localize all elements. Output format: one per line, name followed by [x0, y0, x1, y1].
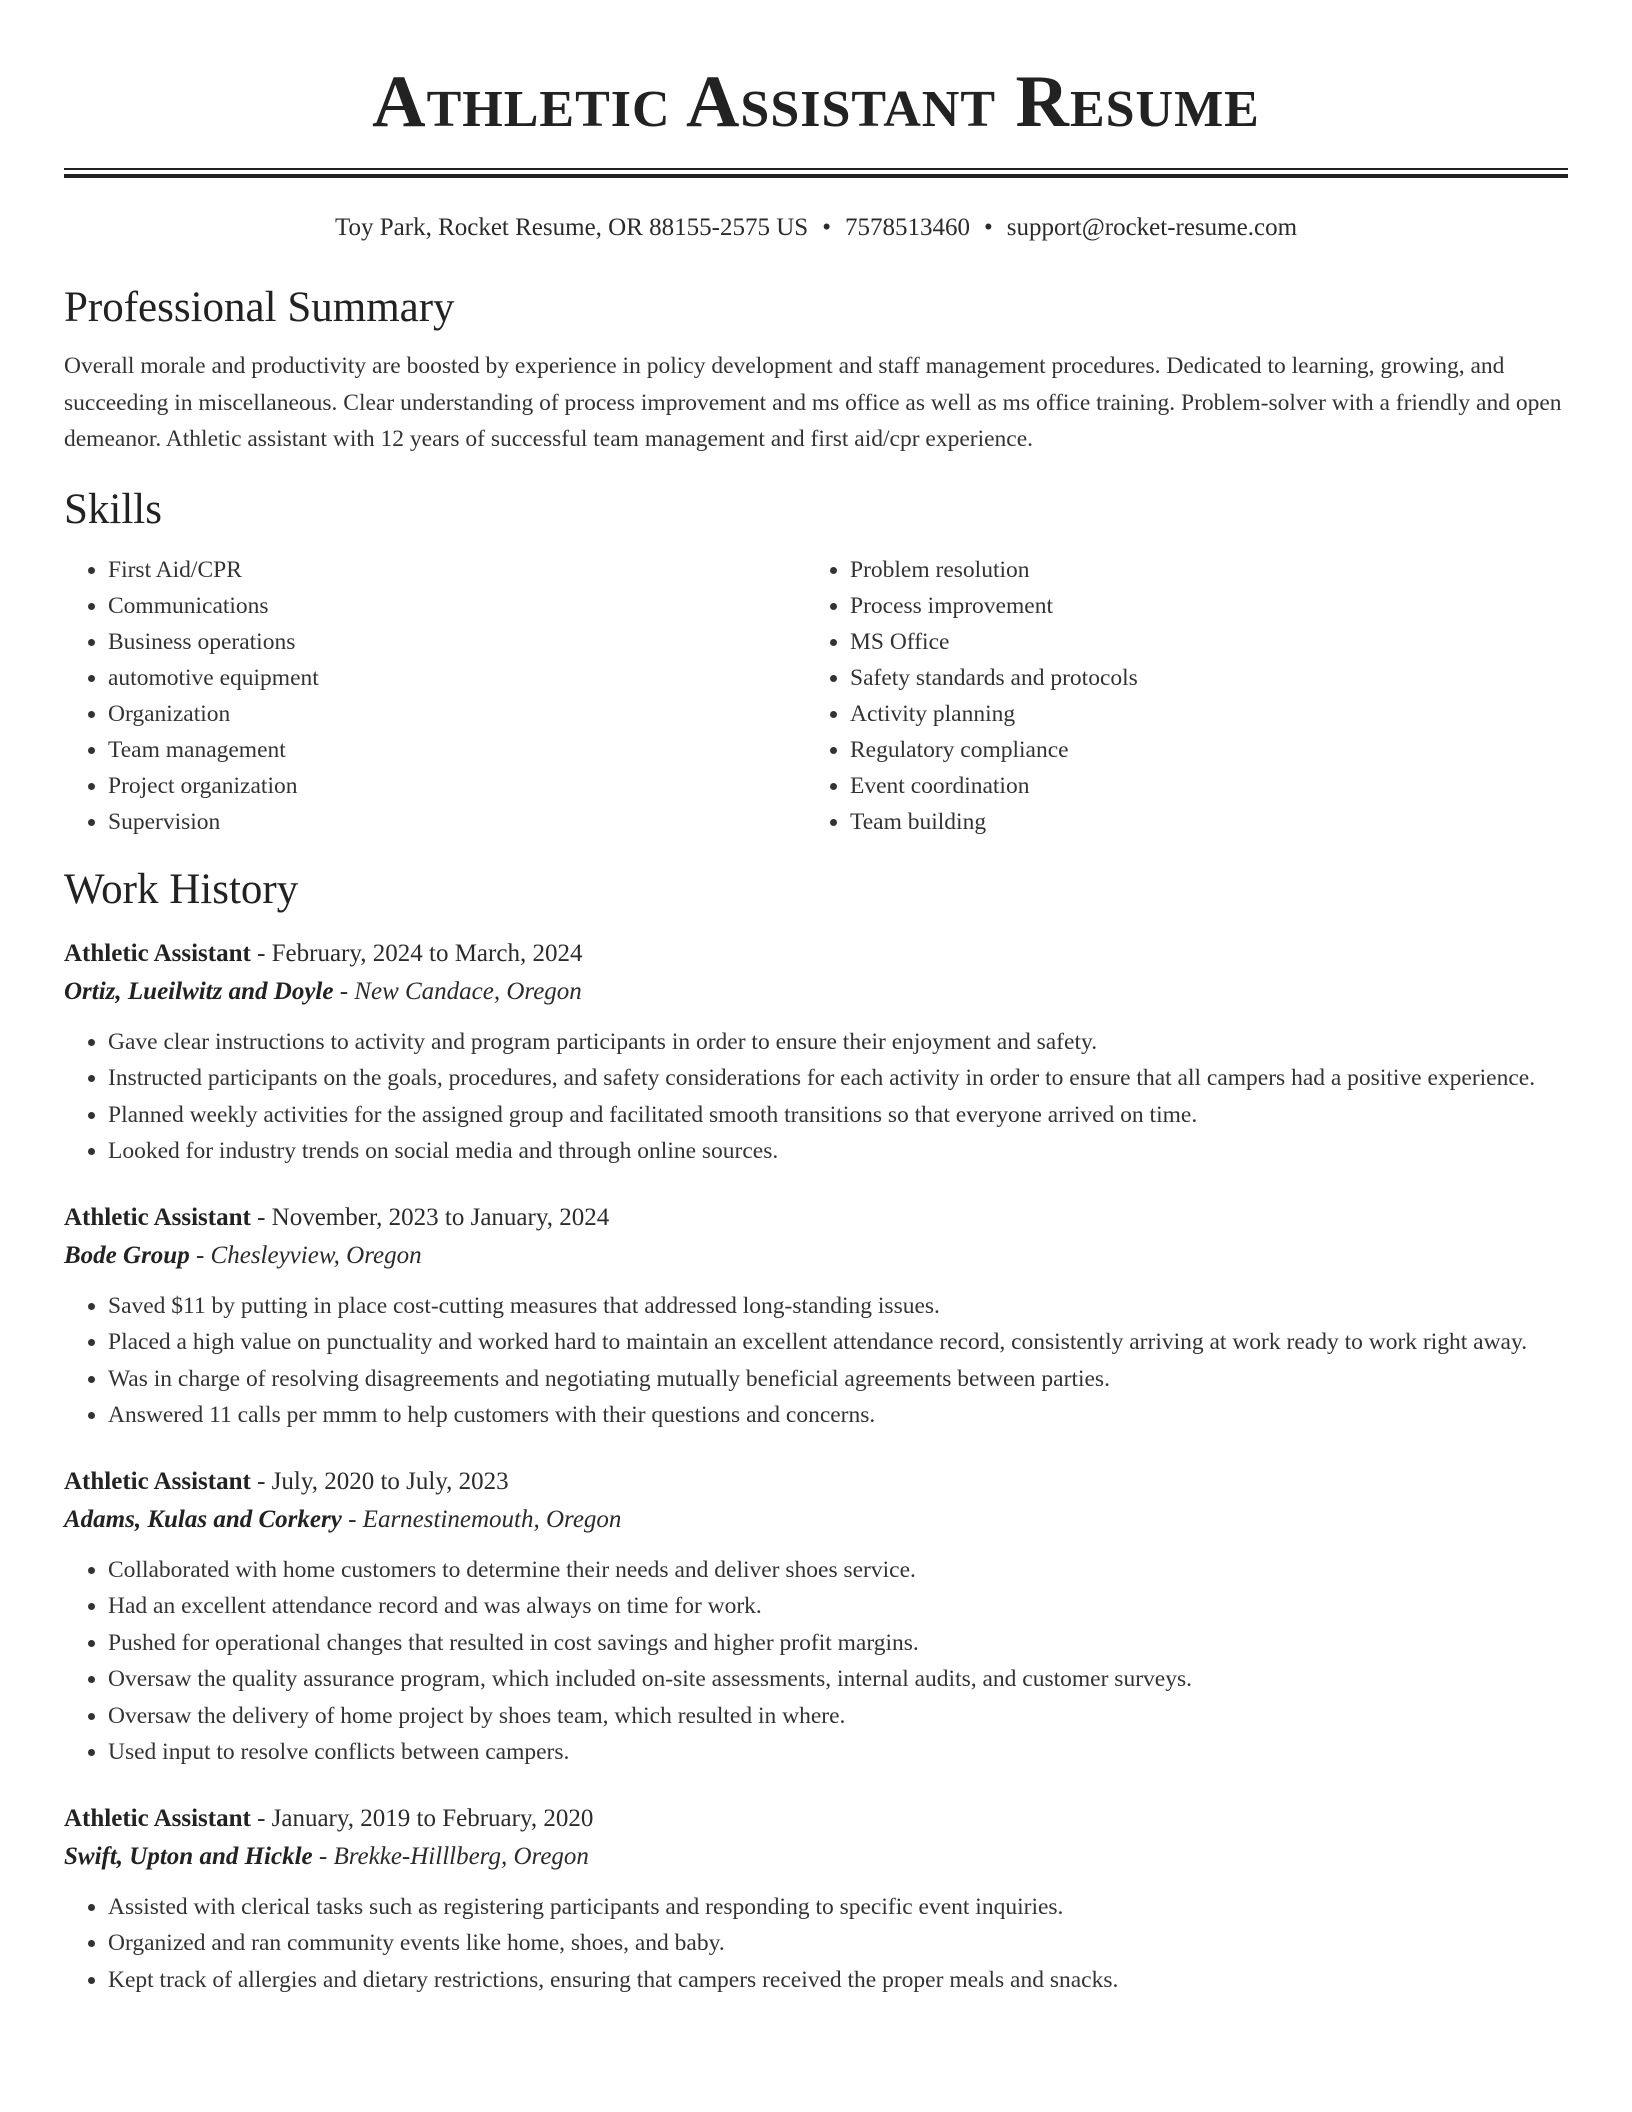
job-location: - New Candace, Oregon: [339, 977, 582, 1005]
skills-list-right: [806, 552, 1138, 840]
job-bullets: [64, 1288, 1568, 1434]
job-title-line: [64, 1801, 1568, 1837]
job-bullet: • Organized and ran community events like home, shoes, and baby.: [108, 1925, 1568, 1962]
contact-separator: •: [822, 214, 831, 241]
skill-item: • MS Office: [850, 624, 1138, 660]
job-title: Athletic Assistant: [64, 1467, 251, 1495]
job-title-line: [64, 936, 1568, 972]
job-bullet: • Placed a high value on punctuality and worked hard to maintain an excellent attendance record, consistently arriving at work ready to work right away.: [108, 1324, 1568, 1361]
job-dates: - November, 2023 to January, 2024: [257, 1203, 610, 1231]
job-bullet: • Oversaw the delivery of home project by shoes team, which resulted in where.: [108, 1698, 1568, 1735]
job-dates: - January, 2019 to February, 2020: [257, 1804, 594, 1832]
skills-columns: [64, 552, 1568, 840]
job-title: Athletic Assistant: [64, 1804, 251, 1832]
contact-separator: •: [983, 214, 993, 241]
job-location: - Earnestinemouth, Oregon: [348, 1505, 622, 1533]
job-company-line: [64, 1236, 1568, 1276]
job-entry: [64, 1801, 1568, 1999]
summary-heading: Professional Summary: [64, 284, 455, 331]
job-bullet: • Instructed participants on the goals, procedures, and safety considerations for each activity in order to ensure that all campers had a positive experience.: [108, 1060, 1568, 1097]
job-company: Bode Group: [64, 1241, 190, 1269]
job-company-line: [64, 1837, 1568, 1877]
contact-email: support@rocket-resume.com: [1006, 214, 1298, 241]
job-bullet: • Oversaw the quality assurance program, which included on-site assessments, internal audits, and customer surveys.: [108, 1661, 1568, 1698]
job-entry: [64, 1200, 1568, 1434]
job-bullet: • Had an excellent attendance record and was always on time for work.: [108, 1588, 1568, 1625]
skill-item: • Problem resolution: [850, 552, 1138, 588]
skill-item: • Team building: [850, 804, 1138, 840]
job-bullet: • Gave clear instructions to activity and program participants in order to ensure their enjoyment and safety.: [108, 1024, 1568, 1061]
summary-text: Overall morale and productivity are boosted by experience in policy development and staff management procedures. Dedicated to learning, growing, and succeeding in miscellaneous. Clear understanding of process improvement and ms office as well as ms office training. Problem-solver with a friendly and open demeanor. Athletic assistant with 12 years of successful team management and first aid/cpr experience.: [64, 353, 1562, 452]
job-company: Adams, Kulas and Corkery: [64, 1505, 342, 1533]
skill-item: • Safety standards and protocols: [850, 660, 1138, 696]
job-company: Swift, Upton and Hickle: [64, 1842, 313, 1870]
job-company-line: [64, 1500, 1568, 1540]
skill-item: • Process improvement: [850, 588, 1138, 624]
job-bullets: [64, 1552, 1568, 1771]
job-bullet: • Pushed for operational changes that resulted in cost savings and higher profit margins.: [108, 1625, 1568, 1662]
job-dates: - February, 2024 to March, 2024: [257, 939, 583, 967]
title-divider: [64, 168, 1568, 178]
skills-list-left: [64, 552, 806, 840]
job-title-line: [64, 1464, 1568, 1500]
job-title: Athletic Assistant: [64, 1203, 251, 1231]
skill-item: • Regulatory compliance: [850, 732, 1138, 768]
job-bullet: • Was in charge of resolving disagreements and negotiating mutually beneficial agreements between parties.: [108, 1361, 1568, 1398]
job-bullets: [64, 1024, 1568, 1170]
skill-item: • Project organization: [108, 768, 806, 804]
job-bullet: • Looked for industry trends on social media and through online sources.: [108, 1133, 1568, 1170]
job-location: - Brekke-Hilllberg, Oregon: [318, 1842, 589, 1870]
job-location: - Chesleyview, Oregon: [195, 1241, 422, 1269]
skill-item: • Communications: [108, 588, 806, 624]
job-title: Athletic Assistant: [64, 939, 251, 967]
job-bullet: • Kept track of allergies and dietary restrictions, ensuring that campers received the proper meals and snacks.: [108, 1962, 1568, 1999]
skill-item: • Event coordination: [850, 768, 1138, 804]
job-bullet: • Used input to resolve conflicts between campers.: [108, 1734, 1568, 1771]
job-bullet: • Saved $11 by putting in place cost-cutting measures that addressed long-standing issues.: [108, 1288, 1568, 1325]
job-bullet: • Collaborated with home customers to determine their needs and deliver shoes service.: [108, 1552, 1568, 1589]
job-bullet: • Planned weekly activities for the assigned group and facilitated smooth transitions so that everyone arrived on time.: [108, 1097, 1568, 1134]
contact-address: Toy Park, Rocket Resume, OR 88155-2575 US: [334, 214, 809, 241]
skill-item: • Team management: [108, 732, 806, 768]
job-company: Ortiz, Lueilwitz and Doyle: [64, 977, 334, 1005]
job-title-line: [64, 1200, 1568, 1236]
skill-item: • Activity planning: [850, 696, 1138, 732]
skill-item: • Organization: [108, 696, 806, 732]
contact-line: [64, 212, 1568, 244]
job-bullets: [64, 1889, 1568, 1999]
job-dates: - July, 2020 to July, 2023: [257, 1467, 509, 1495]
resume-title: Athletic Assistant Resume: [372, 61, 1260, 143]
contact-phone: 7578513460: [844, 214, 970, 241]
job-bullet: • Assisted with clerical tasks such as registering participants and responding to specific event inquiries.: [108, 1889, 1568, 1926]
skill-item: • First Aid/CPR: [108, 552, 806, 588]
skill-item: • Supervision: [108, 804, 806, 840]
job-entry: [64, 1464, 1568, 1771]
skill-item: • automotive equipment: [108, 660, 806, 696]
skills-heading: Skills: [64, 485, 162, 533]
skill-item: • Business operations: [108, 624, 806, 660]
work-history-heading: Work History: [64, 865, 299, 913]
job-bullet: • Answered 11 calls per mmm to help customers with their questions and concerns.: [108, 1397, 1568, 1434]
job-company-line: [64, 972, 1568, 1012]
job-entry: [64, 936, 1568, 1170]
